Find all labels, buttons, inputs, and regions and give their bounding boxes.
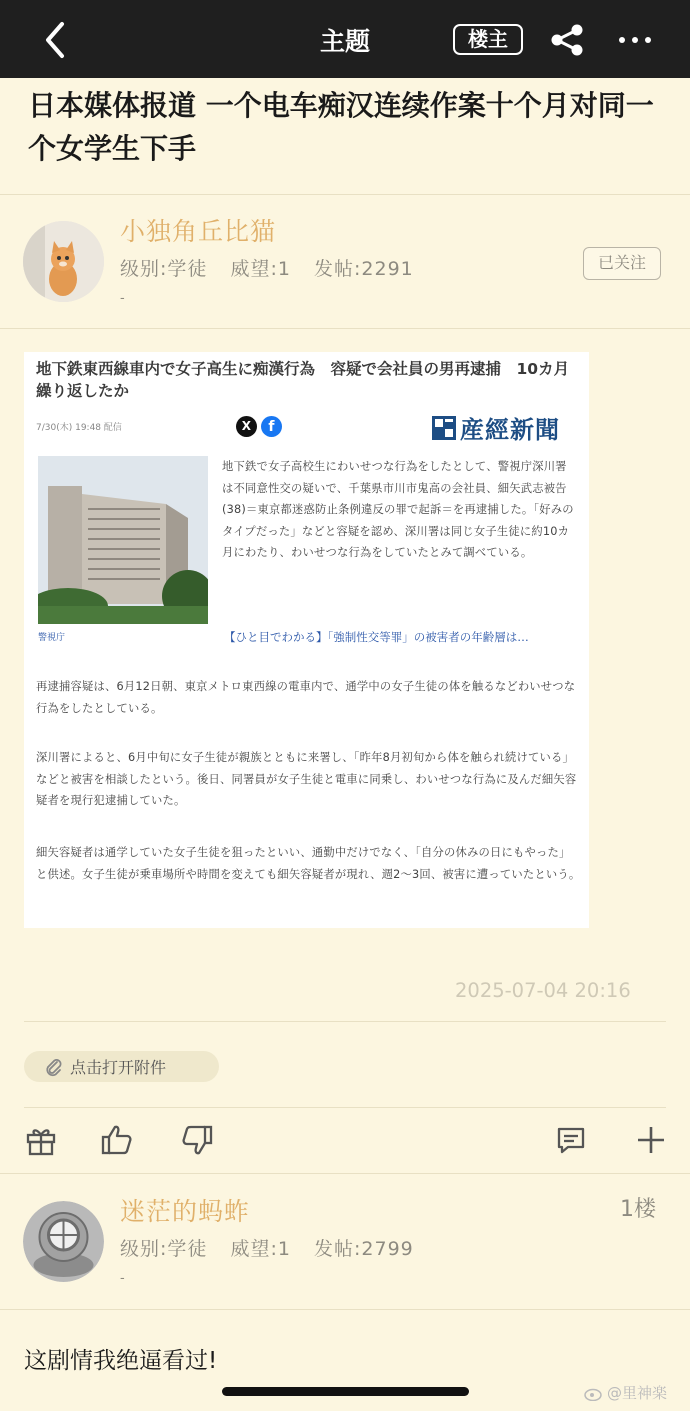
like-button[interactable] — [100, 1123, 134, 1157]
reply-author-prestige: 威望:1 — [230, 1238, 291, 1260]
op-only-button[interactable]: 楼主 — [453, 24, 523, 55]
gift-icon — [24, 1123, 58, 1157]
sankei-mark-icon — [432, 416, 456, 440]
like-icon — [100, 1123, 134, 1157]
article-meta-row — [36, 414, 282, 438]
building-photo-icon — [38, 456, 208, 624]
x-share-icon: X — [236, 416, 257, 437]
watermark-text: @里神楽 — [607, 1384, 668, 1402]
reply-content: 这剧情我绝逼看过! — [24, 1348, 218, 1374]
diving-helmet-avatar-icon — [23, 1201, 104, 1282]
author-name[interactable]: 小独角丘比猫 — [120, 217, 277, 246]
article-paragraph-2: 再逮捕容疑は、6月12日朝、東京メトロ東西線の電車内で、通学中の女子生徒の体を触るなどわいせつな行為をしたとしている。 — [36, 680, 576, 715]
reply-author-avatar[interactable] — [23, 1201, 104, 1282]
article-meta: 7/30(木) 19:48 配信 — [36, 422, 122, 433]
divider — [0, 328, 690, 329]
photo-caption: 警視庁 — [38, 633, 66, 643]
publisher-logo — [432, 410, 560, 445]
author-meta — [120, 254, 430, 281]
paperclip-icon — [44, 1057, 64, 1077]
publisher-name: 産經新聞 — [460, 415, 560, 444]
comment-button[interactable] — [554, 1123, 588, 1157]
plus-icon — [634, 1123, 668, 1157]
reply-author-signature: - — [120, 1271, 125, 1286]
back-icon — [38, 18, 78, 62]
divider — [24, 1107, 666, 1108]
comment-icon — [554, 1123, 588, 1157]
reply-author-name[interactable]: 迷茫的蚂蚱 — [120, 1197, 251, 1226]
reply-author-level: 级别:学徒 — [120, 1238, 208, 1260]
more-icon — [614, 22, 658, 58]
article-photo — [38, 456, 208, 624]
share-icon — [548, 22, 588, 58]
author-level: 级别:学徒 — [120, 258, 208, 280]
open-attachment-button[interactable] — [24, 1051, 219, 1082]
divider — [0, 194, 690, 195]
article-headline: 地下鉄東西線車内で女子高生に痴漢行為 容疑で会社員の男再逮捕 10カ月繰り返したか — [36, 360, 570, 400]
page-title: 主题 — [319, 27, 370, 56]
article-paragraph-4: 細矢容疑者は通学していた女子生徒を狙ったといい、通勤中だけでなく、「自分の休みの日にもやった」と供述。女子生徒が乗車場所や時間を変えても細矢容疑者が現れ、週2〜3回、被害に遭っていたという。 — [36, 846, 581, 881]
divider — [0, 1309, 690, 1310]
author-prestige: 威望:1 — [230, 258, 291, 280]
gift-button[interactable] — [24, 1123, 58, 1157]
reply-author-meta — [120, 1234, 430, 1261]
watermark — [584, 1382, 667, 1403]
post-timestamp: 2025-07-04 20:16 — [455, 979, 631, 1002]
share-button[interactable] — [548, 22, 588, 58]
top-bar — [0, 0, 690, 78]
weibo-icon — [584, 1385, 604, 1401]
facebook-share-icon: f — [261, 416, 282, 437]
cat-avatar-icon — [23, 221, 104, 302]
post-title: 日本媒体报道 一个电车痴汉连续作案十个月对同一个女学生下手 — [28, 89, 654, 165]
article-screenshot[interactable] — [24, 352, 589, 928]
back-button[interactable] — [38, 18, 78, 62]
divider — [24, 1021, 666, 1022]
author-avatar[interactable] — [23, 221, 104, 302]
attachment-label: 点击打开附件 — [70, 1058, 167, 1077]
home-indicator[interactable] — [222, 1387, 469, 1396]
divider — [0, 1173, 690, 1174]
reply-author-post-count: 发帖:2799 — [314, 1238, 414, 1260]
dislike-icon — [180, 1123, 214, 1157]
author-signature: - — [120, 291, 125, 306]
more-button[interactable] — [614, 22, 658, 58]
dislike-button[interactable] — [180, 1123, 214, 1157]
follow-button[interactable]: 已关注 — [583, 247, 661, 280]
more-actions-button[interactable] — [634, 1123, 668, 1157]
article-paragraph-1: 地下鉄で女子高校生にわいせつな行為をしたとして、警視庁深川署は不同意性交の疑いで、千葉県市川市鬼高の会社員、細矢武志被告(38)＝東京都迷惑防止条例違反の罪で起訴＝を再逮捕した。「好みのタイプだった」などと容疑を認め、深川署は同じ女子生徒に約10カ月にわたり、わいせつな行為をしていたとみて調べている。 — [222, 460, 574, 559]
article-related-link[interactable]: 【ひと目でわかる】「強制性交等罪」の被害者の年齢層は… — [224, 630, 529, 644]
floor-number: 1楼 — [620, 1197, 656, 1222]
article-paragraph-3: 深川署によると、6月中旬に女子生徒が親族とともに来署し、「昨年8月初旬から体を触られ続けている」などと被害を相談したという。後日、同署員が女子生徒と電車に同乗し、わいせつな行為に及んだ細矢容疑者を現行犯逮捕していた。 — [36, 751, 577, 807]
author-post-count: 发帖:2291 — [314, 258, 414, 280]
